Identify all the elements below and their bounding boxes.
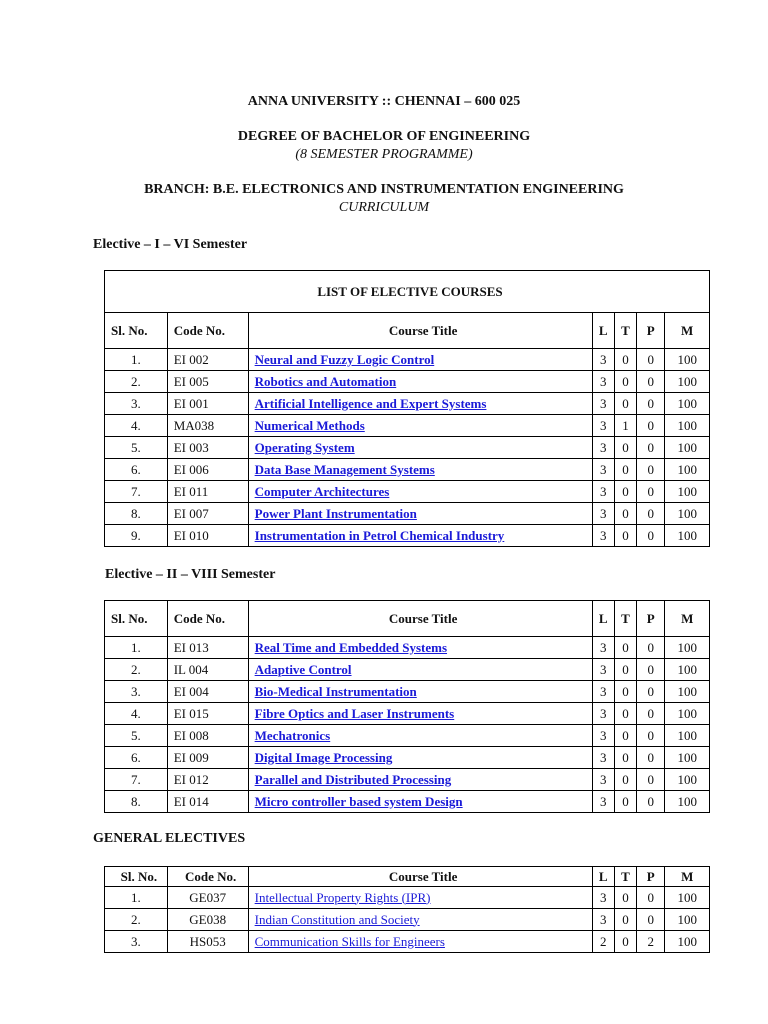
course-title-cell	[248, 459, 592, 481]
tutorial-hours-cell: 0	[614, 909, 636, 931]
serial-number-cell: 6.	[105, 747, 168, 769]
table-row	[105, 747, 710, 769]
col-header-p: P	[637, 313, 665, 349]
course-title-link[interactable]: Communication Skills for Engineers	[254, 933, 445, 949]
col-header-t: T	[614, 867, 636, 887]
table-header-row	[105, 313, 710, 349]
course-code-cell: EI 011	[167, 481, 248, 503]
course-title-cell	[248, 415, 592, 437]
course-code-cell: MA038	[167, 415, 248, 437]
lecture-hours-cell: 3	[592, 791, 614, 813]
marks-cell: 100	[665, 703, 710, 725]
practical-hours-cell: 0	[637, 703, 665, 725]
course-title-link[interactable]: Real Time and Embedded Systems	[254, 639, 448, 655]
tutorial-hours-cell: 0	[614, 659, 636, 681]
practical-hours-cell: 0	[637, 637, 665, 659]
course-code-cell: EI 004	[167, 681, 248, 703]
marks-cell: 100	[665, 459, 710, 481]
practical-hours-cell: 0	[637, 481, 665, 503]
tutorial-hours-cell: 0	[614, 725, 636, 747]
tutorial-hours-cell: 0	[614, 769, 636, 791]
course-title-link[interactable]: Adaptive Control	[254, 661, 352, 677]
practical-hours-cell: 2	[637, 931, 665, 953]
course-title-link[interactable]: Numerical Methods	[254, 417, 365, 433]
practical-hours-cell: 0	[637, 393, 665, 415]
branch-title: BRANCH: B.E. ELECTRONICS AND INSTRUMENTATION ENGINEERING	[144, 182, 624, 197]
elective-2-table	[104, 600, 710, 813]
course-title-cell	[248, 349, 592, 371]
course-code-cell: EI 006	[167, 459, 248, 481]
course-title-link[interactable]: Data Base Management Systems	[254, 461, 435, 477]
marks-cell: 100	[665, 887, 710, 909]
course-title-link[interactable]: Instrumentation in Petrol Chemical Industry	[254, 527, 505, 543]
course-title-cell	[248, 791, 592, 813]
lecture-hours-cell: 3	[592, 887, 614, 909]
course-title-cell	[248, 703, 592, 725]
programme-subtitle: (8 SEMESTER PROGRAMME)	[295, 147, 473, 162]
curriculum-subtitle: CURRICULUM	[338, 200, 430, 215]
table-row	[105, 931, 710, 953]
col-header-code: Code No.	[167, 601, 248, 637]
col-header-sl: Sl. No.	[105, 601, 168, 637]
marks-cell: 100	[665, 481, 710, 503]
course-code-cell: EI 002	[167, 349, 248, 371]
marks-cell: 100	[665, 791, 710, 813]
course-title-cell	[248, 909, 592, 931]
practical-hours-cell: 0	[637, 371, 665, 393]
col-header-m: M	[665, 601, 710, 637]
lecture-hours-cell: 3	[592, 459, 614, 481]
lecture-hours-cell: 3	[592, 637, 614, 659]
practical-hours-cell: 0	[637, 681, 665, 703]
course-code-cell: EI 001	[167, 393, 248, 415]
serial-number-cell: 3.	[105, 681, 168, 703]
course-title-cell	[248, 747, 592, 769]
course-title-cell	[248, 769, 592, 791]
marks-cell: 100	[665, 437, 710, 459]
practical-hours-cell: 0	[637, 791, 665, 813]
tutorial-hours-cell: 0	[614, 637, 636, 659]
course-title-cell	[248, 725, 592, 747]
course-title-link[interactable]: Parallel and Distributed Processing	[254, 771, 452, 787]
table-caption: LIST OF ELECTIVE COURSES	[105, 271, 710, 313]
marks-cell: 100	[665, 769, 710, 791]
marks-cell: 100	[665, 349, 710, 371]
tutorial-hours-cell: 0	[614, 747, 636, 769]
table-header-row	[105, 867, 710, 887]
practical-hours-cell: 0	[637, 503, 665, 525]
col-header-code: Code No.	[167, 867, 248, 887]
marks-cell: 100	[665, 681, 710, 703]
serial-number-cell: 5.	[105, 725, 168, 747]
practical-hours-cell: 0	[637, 887, 665, 909]
table-row	[105, 703, 710, 725]
table-row	[105, 659, 710, 681]
table-row	[105, 769, 710, 791]
university-title: ANNA UNIVERSITY :: CHENNAI – 600 025	[247, 94, 521, 109]
col-header-title: Course Title	[248, 601, 592, 637]
marks-cell: 100	[665, 747, 710, 769]
lecture-hours-cell: 3	[592, 703, 614, 725]
col-header-l: L	[592, 313, 614, 349]
serial-number-cell: 7.	[105, 481, 168, 503]
course-title-link[interactable]: Operating System	[254, 439, 355, 455]
course-code-cell: EI 003	[167, 437, 248, 459]
course-title-link[interactable]: Artificial Intelligence and Expert Systems	[254, 395, 487, 411]
serial-number-cell: 8.	[105, 503, 168, 525]
lecture-hours-cell: 3	[592, 909, 614, 931]
degree-title: DEGREE OF BACHELOR OF ENGINEERING	[237, 129, 531, 144]
marks-cell: 100	[665, 637, 710, 659]
marks-cell: 100	[665, 371, 710, 393]
tutorial-hours-cell: 0	[614, 371, 636, 393]
lecture-hours-cell: 3	[592, 525, 614, 547]
course-code-cell: GE037	[167, 887, 248, 909]
table-row	[105, 525, 710, 547]
serial-number-cell: 3.	[105, 931, 168, 953]
course-title-link[interactable]: Robotics and Automation	[254, 373, 397, 389]
col-header-m: M	[665, 867, 710, 887]
lecture-hours-cell: 3	[592, 747, 614, 769]
tutorial-hours-cell: 0	[614, 703, 636, 725]
course-title-link[interactable]: Neural and Fuzzy Logic Control	[254, 351, 435, 367]
table-row	[105, 503, 710, 525]
practical-hours-cell: 0	[637, 747, 665, 769]
serial-number-cell: 5.	[105, 437, 168, 459]
practical-hours-cell: 0	[637, 525, 665, 547]
course-title-link[interactable]: Indian Constitution and Society	[254, 911, 420, 927]
lecture-hours-cell: 3	[592, 349, 614, 371]
course-title-cell	[248, 437, 592, 459]
serial-number-cell: 7.	[105, 769, 168, 791]
course-title-link[interactable]: Micro controller based system Design	[254, 793, 463, 809]
lecture-hours-cell: 3	[592, 437, 614, 459]
lecture-hours-cell: 3	[592, 371, 614, 393]
serial-number-cell: 1.	[105, 887, 168, 909]
serial-number-cell: 9.	[105, 525, 168, 547]
table-caption-row	[105, 271, 710, 313]
course-code-cell: GE038	[167, 909, 248, 931]
table-row	[105, 887, 710, 909]
lecture-hours-cell: 3	[592, 481, 614, 503]
course-title-link[interactable]: Mechatronics	[254, 727, 331, 743]
course-title-link[interactable]: Power Plant Instrumentation	[254, 505, 417, 521]
serial-number-cell: 6.	[105, 459, 168, 481]
course-title-cell	[248, 887, 592, 909]
practical-hours-cell: 0	[637, 415, 665, 437]
course-title-cell	[248, 481, 592, 503]
course-title-cell	[248, 637, 592, 659]
table-row	[105, 791, 710, 813]
col-header-title: Course Title	[248, 313, 592, 349]
col-header-sl: Sl. No.	[105, 867, 168, 887]
col-header-title: Course Title	[248, 867, 592, 887]
marks-cell: 100	[665, 931, 710, 953]
practical-hours-cell: 0	[637, 725, 665, 747]
marks-cell: 100	[665, 525, 710, 547]
course-title-link[interactable]: Bio-Medical Instrumentation	[254, 683, 417, 699]
practical-hours-cell: 0	[637, 769, 665, 791]
marks-cell: 100	[665, 503, 710, 525]
table-header-row	[105, 601, 710, 637]
lecture-hours-cell: 3	[592, 769, 614, 791]
practical-hours-cell: 0	[637, 437, 665, 459]
course-title-link[interactable]: Fibre Optics and Laser Instruments	[254, 705, 455, 721]
col-header-code: Code No.	[167, 313, 248, 349]
tutorial-hours-cell: 0	[614, 437, 636, 459]
table-row	[105, 681, 710, 703]
col-header-l: L	[592, 867, 614, 887]
practical-hours-cell: 0	[637, 349, 665, 371]
lecture-hours-cell: 3	[592, 393, 614, 415]
lecture-hours-cell: 3	[592, 415, 614, 437]
serial-number-cell: 3.	[105, 393, 168, 415]
tutorial-hours-cell: 0	[614, 931, 636, 953]
course-code-cell: EI 008	[167, 725, 248, 747]
tutorial-hours-cell: 0	[614, 481, 636, 503]
marks-cell: 100	[665, 725, 710, 747]
tutorial-hours-cell: 1	[614, 415, 636, 437]
lecture-hours-cell: 2	[592, 931, 614, 953]
course-code-cell: EI 005	[167, 371, 248, 393]
course-title-cell	[248, 393, 592, 415]
col-header-l: L	[592, 601, 614, 637]
col-header-sl: Sl. No.	[105, 313, 168, 349]
tutorial-hours-cell: 0	[614, 681, 636, 703]
course-code-cell: EI 009	[167, 747, 248, 769]
tutorial-hours-cell: 0	[614, 349, 636, 371]
col-header-p: P	[637, 601, 665, 637]
practical-hours-cell: 0	[637, 659, 665, 681]
course-code-cell: IL 004	[167, 659, 248, 681]
table-row	[105, 349, 710, 371]
table-row	[105, 437, 710, 459]
course-code-cell: EI 012	[167, 769, 248, 791]
serial-number-cell: 2.	[105, 909, 168, 931]
serial-number-cell: 2.	[105, 659, 168, 681]
course-code-cell: EI 015	[167, 703, 248, 725]
col-header-p: P	[637, 867, 665, 887]
marks-cell: 100	[665, 659, 710, 681]
course-code-cell: EI 010	[167, 525, 248, 547]
elective-1-table	[104, 270, 710, 547]
col-header-m: M	[665, 313, 710, 349]
serial-number-cell: 1.	[105, 637, 168, 659]
general-electives-table	[104, 866, 710, 953]
course-code-cell: HS053	[167, 931, 248, 953]
general-electives-heading: GENERAL ELECTIVES	[93, 831, 246, 846]
elective-1-heading: Elective – I – VI Semester	[93, 237, 248, 252]
lecture-hours-cell: 3	[592, 659, 614, 681]
tutorial-hours-cell: 0	[614, 525, 636, 547]
elective-2-heading	[105, 567, 275, 583]
practical-hours-cell: 0	[637, 459, 665, 481]
serial-number-cell: 2.	[105, 371, 168, 393]
marks-cell: 100	[665, 909, 710, 931]
course-code-cell: EI 014	[167, 791, 248, 813]
course-title-cell	[248, 931, 592, 953]
tutorial-hours-cell: 0	[614, 887, 636, 909]
elective-2-heading-text: Elective – II – VIII Semester	[105, 567, 276, 582]
course-code-cell: EI 007	[167, 503, 248, 525]
course-title-cell	[248, 681, 592, 703]
lecture-hours-cell: 3	[592, 725, 614, 747]
course-title-link[interactable]: Digital Image Processing	[254, 749, 393, 765]
course-title-cell	[248, 503, 592, 525]
tutorial-hours-cell: 0	[614, 393, 636, 415]
course-title-link[interactable]: Intellectual Property Rights (IPR)	[254, 889, 431, 905]
serial-number-cell: 4.	[105, 415, 168, 437]
course-code-cell: EI 013	[167, 637, 248, 659]
table-row	[105, 371, 710, 393]
table-row	[105, 459, 710, 481]
tutorial-hours-cell: 0	[614, 503, 636, 525]
course-title-cell	[248, 659, 592, 681]
col-header-t: T	[614, 601, 636, 637]
marks-cell: 100	[665, 415, 710, 437]
table-row	[105, 637, 710, 659]
tutorial-hours-cell: 0	[614, 791, 636, 813]
course-title-cell	[248, 371, 592, 393]
table-row	[105, 415, 710, 437]
course-title-link[interactable]: Computer Architectures	[254, 483, 390, 499]
col-header-t: T	[614, 313, 636, 349]
table-row	[105, 393, 710, 415]
lecture-hours-cell: 3	[592, 503, 614, 525]
serial-number-cell: 1.	[105, 349, 168, 371]
tutorial-hours-cell: 0	[614, 459, 636, 481]
practical-hours-cell: 0	[637, 909, 665, 931]
lecture-hours-cell: 3	[592, 681, 614, 703]
table-row	[105, 909, 710, 931]
table-row	[105, 481, 710, 503]
serial-number-cell: 4.	[105, 703, 168, 725]
serial-number-cell: 8.	[105, 791, 168, 813]
course-title-cell	[248, 525, 592, 547]
table-row	[105, 725, 710, 747]
marks-cell: 100	[665, 393, 710, 415]
